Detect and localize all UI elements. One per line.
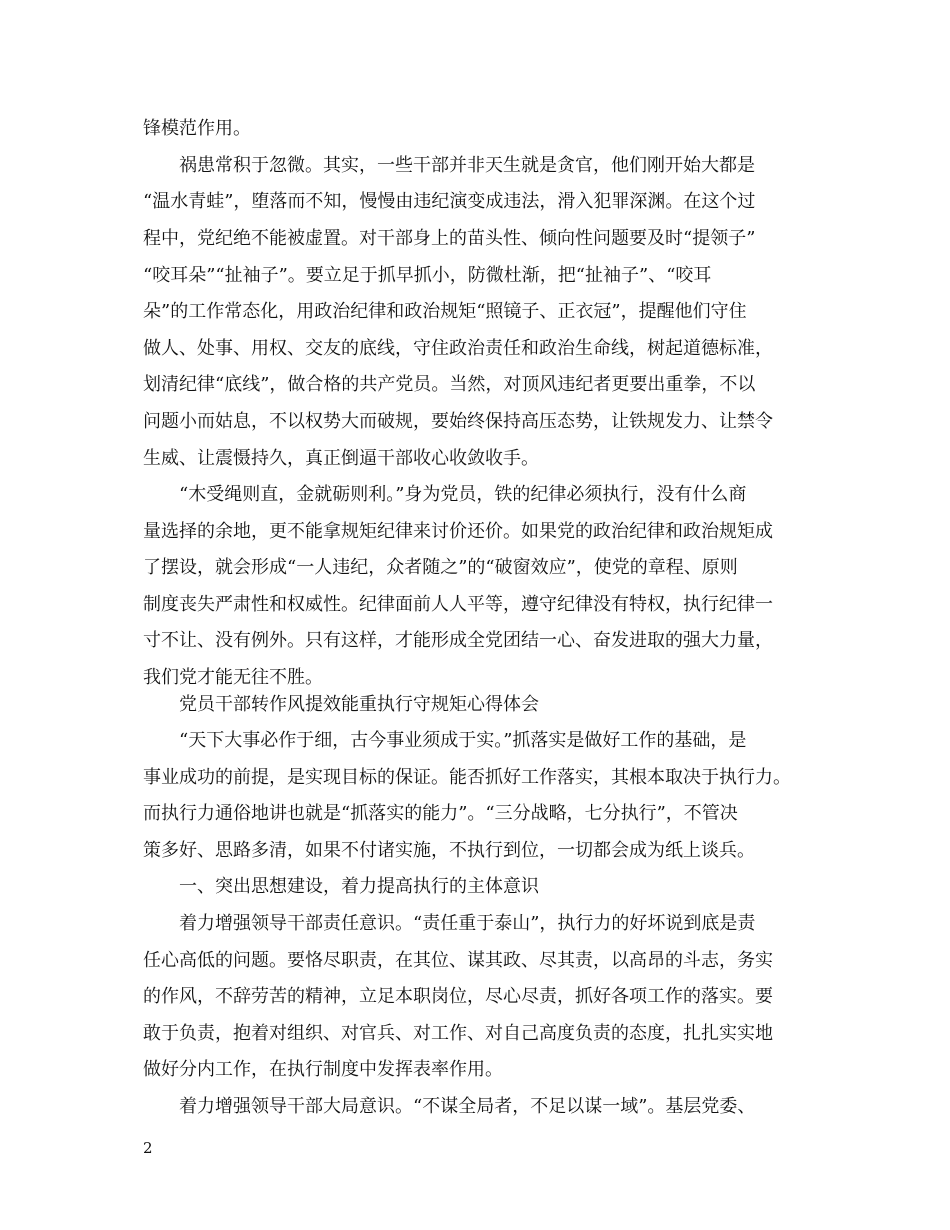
text-line: 事业成功的前提，是实现目标的保证。能否抓好工作落实，其根本取决于执行力。 [143,767,791,788]
text-line: 的作风，不辞劳苦的精神，立足本职岗位，尽心尽责，抓好各项工作的落实。要 [143,986,773,1007]
text-line: 我们党才能无往不胜。 [143,667,323,688]
text-line: 任心高低的问题。要恪尽职责，在其位、谋其政、尽其责，以高昂的斗志，务实 [143,950,773,971]
text-line: 做好分内工作，在执行制度中发挥表率作用。 [143,1059,503,1080]
text-line: 而执行力通俗地讲也就是“抓落实的能力”。“三分战略，七分执行”，不管决 [143,803,738,824]
text-line: 着力增强领导干部责任意识。“责任重于泰山”，执行力的好坏说到底是责 [143,913,756,934]
text-line: 敢于负责，抱着对组织、对官兵、对工作、对自己高度负责的态度，扎扎实实地 [143,1023,773,1044]
text-line: 程中，党纪绝不能被虚置。对干部身上的苗头性、倾向性问题要及时“提领子” [143,228,756,249]
text-line: 量选择的余地，更不能拿规矩纪律来讨价还价。如果党的政治纪律和政治规矩成 [143,521,773,542]
text-line: 制度丧失严肃性和权威性。纪律面前人人平等，遵守纪律没有特权，执行纪律一 [143,594,773,615]
text-line: 划清纪律“底线”，做合格的共产党员。当然，对顶风违纪者更要出重拳，不以 [143,374,756,395]
text-line: 朵”的工作常态化，用政治纪律和政治规矩“照镜子、正衣冠”，提醒他们守住 [143,301,747,322]
section-heading: 党员干部转作风提效能重执行守规矩心得体会 [143,694,539,715]
text-line: 寸不让、没有例外。只有这样，才能形成全党团结一心、奋发进取的强大力量， [143,630,773,651]
text-line: 祸患常积于忽微。其实，一些干部并非天生就是贪官，他们刚开始大都是 [143,155,755,176]
page-number: 2 [143,1139,153,1157]
text-line: “木受绳则直，金就砺则利。”身为党员，铁的纪律必须执行，没有什么商 [143,484,747,505]
text-line: “咬耳朵”“扯袖子”。要立足于抓早抓小，防微杜渐，把“扯袖子”、“咬耳 [143,265,712,286]
text-line: “天下大事必作于细，古今事业须成于实。”抓落实是做好工作的基础，是 [143,730,747,751]
text-line: 做人、处事、用权、交友的底线，守住政治责任和政治生命线，树起道德标准， [143,338,773,359]
text-line: 生威、让震慑持久，真正倒逼干部收心收敛收手。 [143,448,539,469]
text-line: 问题小而姑息，不以权势大而破规，要始终保持高压态势，让铁规发力、让禁令 [143,411,773,432]
text-line: 策多好、思路多清，如果不付诸实施，不执行到位，一切都会成为纸上谈兵。 [143,840,755,861]
text-line: 了摆设，就会形成“一人违纪，众者随之”的“破窗效应”，使党的章程、原则 [143,557,738,578]
section-heading: 一、突出思想建设，着力提高执行的主体意识 [143,876,539,897]
text-line: 着力增强领导干部大局意识。“不谋全局者，不足以谋一域”。基层党委、 [143,1096,756,1117]
text-line: 锋模范作用。 [143,118,251,139]
text-line: “温水青蛙”，堕落而不知，慢慢由违纪演变成违法，滑入犯罪深渊。在这个过 [143,191,756,212]
